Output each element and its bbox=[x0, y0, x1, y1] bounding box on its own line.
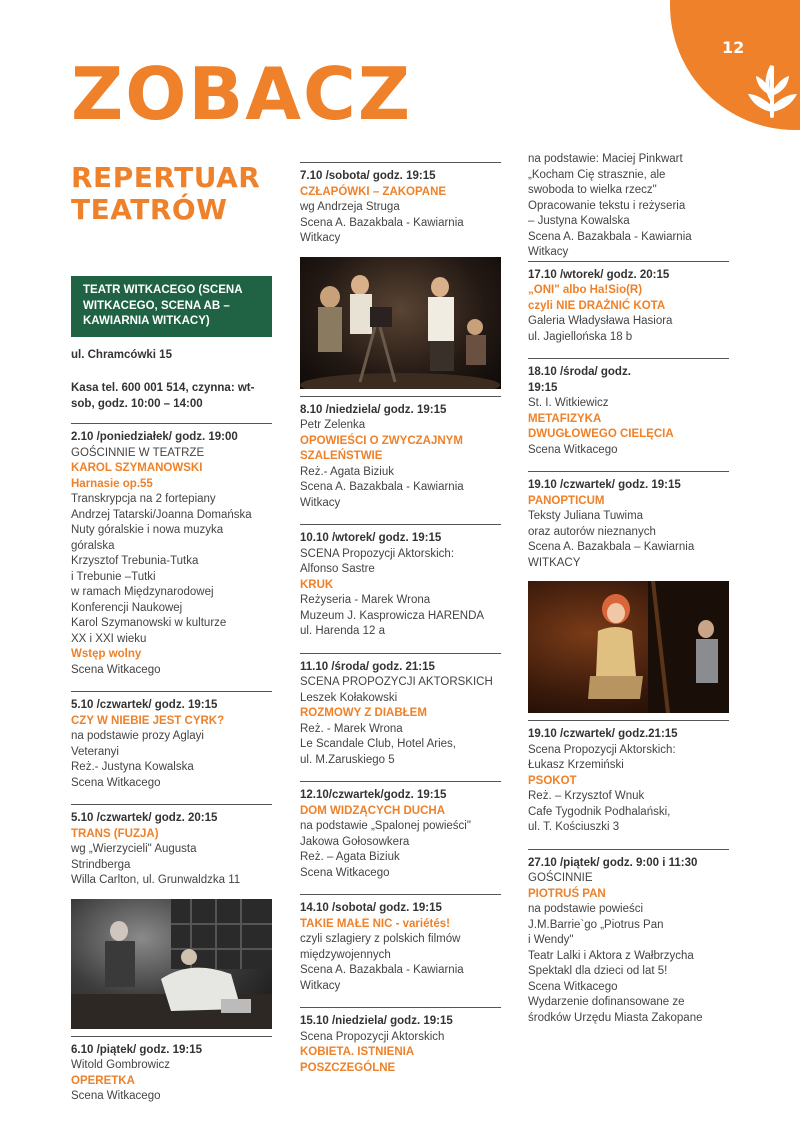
event-detail: ul. M.Zaruskiego 5 bbox=[300, 753, 395, 766]
events-list-1 bbox=[71, 423, 272, 1111]
event-title: TRANS (FUZJA) bbox=[71, 827, 159, 840]
intro-line: swoboda to wielka rzecz" bbox=[528, 184, 657, 196]
event-entry bbox=[71, 423, 272, 684]
event-title: CZŁAPÓWKI – ZAKOPANE bbox=[300, 185, 447, 198]
photo-trans bbox=[71, 899, 272, 1029]
event-detail: Scena A. Bazakbala - Kawiarnia bbox=[300, 481, 464, 493]
event-title: DOM WIDZĄCYCH DUCHA bbox=[300, 804, 446, 817]
event-detail: Cafe Tygodnik Podhalański, bbox=[528, 805, 671, 818]
event-detail: Witold Gombrowicz bbox=[71, 1059, 171, 1071]
event-date: 7.10 /sobota/ godz. 19:15 bbox=[300, 170, 436, 182]
intro-line: Scena A. Bazakbala - Kawiarnia bbox=[528, 230, 692, 243]
photo-panopticum bbox=[528, 581, 729, 713]
event-detail: góralska bbox=[71, 539, 115, 552]
section-title-line2: TEATRÓW bbox=[71, 193, 228, 226]
event-title: Harnasie op.55 bbox=[71, 477, 153, 490]
event-date: 11.10 /środa/ godz. 21:15 bbox=[300, 660, 435, 673]
event-entry bbox=[300, 524, 501, 646]
event-date: 17.10 /wtorek/ godz. 20:15 bbox=[528, 268, 670, 281]
event-entry bbox=[71, 691, 272, 797]
event-title: OPERETKA bbox=[71, 1074, 135, 1087]
intro-line: – Justyna Kowalska bbox=[528, 215, 630, 227]
event-detail: Scena Witkacego bbox=[300, 866, 390, 879]
photo-czlapowki bbox=[300, 257, 501, 389]
continued-text bbox=[528, 152, 729, 261]
event-detail: Jakowa Gołosowkera bbox=[300, 835, 410, 848]
intro-line: na podstawie: Maciej Pinkwart bbox=[528, 153, 683, 165]
venue-box: TEATR WITKACEGO (SCENA WITKACEGO, SCENA AB – KAWIARNIA WITKACY) bbox=[71, 276, 272, 337]
event-detail: Witkacy bbox=[300, 232, 341, 244]
event-date: 27.10 /piątek/ godz. 9:00 i 11:30 bbox=[528, 856, 698, 869]
column-3 bbox=[528, 153, 729, 1032]
event-detail: Le Scandale Club, Hotel Aries, bbox=[300, 738, 456, 750]
event-title: CZY W NIEBIE JEST CYRK? bbox=[71, 714, 225, 727]
event-detail: Scena A. Bazakbala - Kawiarnia bbox=[300, 216, 464, 229]
event-detail: ul. T. Kościuszki 3 bbox=[528, 821, 620, 833]
event-detail: Teatr Lalki i Aktora z Wałbrzycha bbox=[528, 949, 694, 962]
intro-line: Witkacy bbox=[528, 246, 569, 258]
event-detail: na podstawie prozy Aglayi bbox=[71, 730, 204, 742]
event-title: TAKIE MAŁE NIC - variétés! bbox=[300, 917, 450, 930]
event-detail: Nuty góralskie i nowa muzyka bbox=[71, 524, 224, 536]
event-detail: Willa Carlton, ul. Grunwaldzka 11 bbox=[71, 874, 241, 886]
event-title: KAROL SZYMANOWSKI bbox=[71, 462, 203, 474]
event-detail: Teksty Juliana Tuwima bbox=[528, 510, 644, 522]
event-detail: Veteranyi bbox=[71, 745, 119, 758]
event-title: PSOKOT bbox=[528, 774, 577, 787]
event-detail: Scena Witkacego bbox=[528, 980, 618, 993]
event-detail: Reż. – Agata Biziuk bbox=[300, 851, 400, 863]
event-date: 10.10 /wtorek/ godz. 19:15 bbox=[300, 532, 442, 544]
event-detail: i Wendy" bbox=[528, 934, 574, 946]
event-date: 5.10 /czwartek/ godz. 20:15 bbox=[71, 812, 218, 824]
event-detail: SCENA Propozycji Aktorskich: bbox=[300, 547, 455, 560]
event-detail: J.M.Barrie`go „Piotrus Pan bbox=[528, 918, 664, 931]
event-detail: Scena A. Bazakbala - Kawiarnia bbox=[300, 964, 464, 976]
event-date: 19.10 /czwartek/ godz. 19:15 bbox=[528, 479, 681, 491]
event-detail: Scena Propozycji Aktorskich: bbox=[528, 743, 676, 756]
event-detail: Witkacy bbox=[300, 979, 341, 992]
event-detail: i Trebunie –Tutki bbox=[71, 570, 156, 583]
event-detail: Konferencji Naukowej bbox=[71, 601, 183, 614]
box-office-info: Kasa tel. 600 001 514, czynna: wt-sob, godz. 10:00 – 14:00 bbox=[71, 382, 255, 410]
event-title: METAFIZYKA bbox=[528, 412, 602, 425]
event-detail: Strindberga bbox=[71, 858, 131, 871]
event-detail: Scena A. Bazakbala – Kawiarnia bbox=[528, 541, 695, 553]
event-date: 5.10 /czwartek/ godz. 19:15 bbox=[71, 699, 218, 711]
event-detail: Andrzej Tatarski/Joanna Domańska bbox=[71, 508, 252, 521]
venue-address: ul. Chramcówki 15 bbox=[71, 348, 172, 361]
events-list-2 bbox=[300, 162, 501, 1082]
event-detail: Scena Witkacego bbox=[71, 1090, 161, 1102]
main-heading: ZOBACZ bbox=[71, 52, 413, 136]
event-detail: wg „Wierzycieli" Augusta bbox=[71, 843, 197, 855]
event-detail: na podstawie powieści bbox=[528, 903, 644, 915]
event-detail: WITKACY bbox=[528, 556, 581, 569]
event-detail: Scena Propozycji Aktorskich bbox=[300, 1030, 445, 1043]
event-title: czyli NIE DRAŻNIĆ KOTA bbox=[528, 299, 666, 312]
events-list-3 bbox=[528, 261, 729, 1033]
event-detail: Reż.- Agata Biziuk bbox=[300, 465, 394, 478]
event-date: 12.10/czwartek/godz. 19:15 bbox=[300, 789, 447, 801]
event-note: Wstęp wolny bbox=[71, 648, 142, 660]
event-entry bbox=[71, 804, 272, 895]
event-date: 8.10 /niedziela/ godz. 19:15 bbox=[300, 403, 447, 416]
event-detail: Wydarzenie dofinansowane ze bbox=[528, 996, 685, 1008]
event-detail: Reż. – Krzysztof Wnuk bbox=[528, 790, 645, 802]
event-detail: Scena Witkacego bbox=[528, 443, 618, 456]
event-title: SZALEŃSTWIE bbox=[300, 450, 383, 462]
event-detail: czyli szlagiery z polskich filmów bbox=[300, 933, 461, 945]
event-detail: XX i XXI wieku bbox=[71, 632, 147, 645]
event-date: 19.10 /czwartek/ godz.21:15 bbox=[528, 728, 678, 740]
page-number: 12 bbox=[722, 38, 745, 57]
event-entry bbox=[300, 653, 501, 775]
event-detail: oraz autorów nieznanych bbox=[528, 525, 656, 538]
event-detail: ul. Jagiellońska 18 b bbox=[528, 330, 633, 343]
event-entry bbox=[300, 396, 501, 518]
section-title bbox=[71, 162, 272, 226]
event-title: „ONI" albo Ha!Sio(R) bbox=[528, 284, 643, 296]
event-detail: ul. Harenda 12 a bbox=[300, 625, 386, 637]
event-entry bbox=[528, 261, 729, 352]
event-entry bbox=[71, 1036, 272, 1111]
event-detail: Alfonso Sastre bbox=[300, 563, 375, 575]
event-detail: GOŚCINNIE bbox=[528, 872, 593, 884]
event-entry bbox=[300, 894, 501, 1000]
event-title: PANOPTICUM bbox=[528, 494, 605, 507]
event-entry bbox=[528, 471, 729, 577]
column-2 bbox=[300, 162, 501, 1082]
event-entry bbox=[300, 781, 501, 887]
event-detail: Karol Szymanowski w kulturze bbox=[71, 617, 227, 629]
event-date: 14.10 /sobota/ godz. 19:15 bbox=[300, 902, 442, 914]
event-detail: Galeria Władysława Hasiora bbox=[528, 315, 673, 327]
event-detail: w ramach Międzynarodowej bbox=[71, 586, 214, 598]
event-title: DWUGŁOWEGO CIELĘCIA bbox=[528, 428, 674, 440]
event-title: ROZMOWY Z DIABŁEM bbox=[300, 707, 427, 719]
intro-line: „Kocham Cię strasznie, ale bbox=[528, 168, 666, 181]
event-title: PIOTRUŚ PAN bbox=[528, 887, 606, 900]
event-detail: SCENA PROPOZYCJI AKTORSKICH bbox=[300, 676, 493, 688]
event-detail: Scena Witkacego bbox=[71, 663, 161, 676]
event-entry bbox=[300, 162, 501, 253]
event-detail: Transkrypcja na 2 fortepiany bbox=[71, 493, 216, 505]
event-entry bbox=[528, 849, 729, 1033]
event-detail: GOŚCINNIE W TEATRZE bbox=[71, 446, 205, 459]
event-date: 18.10 /środa/ godz. bbox=[528, 366, 631, 378]
event-title: KOBIETA. ISTNIENIA bbox=[300, 1046, 415, 1058]
event-entry bbox=[528, 720, 729, 842]
section-title-line1: REPERTUAR bbox=[71, 161, 261, 194]
event-detail: Spektakl dla dzieci od lat 5! bbox=[528, 965, 668, 977]
event-detail: Reż. - Marek Wrona bbox=[300, 722, 403, 735]
intro-line: Opracowanie tekstu i reżyseria bbox=[528, 199, 686, 212]
event-date: 2.10 /poniedziałek/ godz. 19:00 bbox=[71, 431, 238, 443]
event-detail: na podstawie „Spalonej powieści" bbox=[300, 820, 471, 832]
event-title: POSZCZEGÓLNE bbox=[300, 1061, 396, 1074]
event-detail: Reż.- Justyna Kowalska bbox=[71, 761, 194, 773]
event-entry bbox=[300, 1007, 501, 1082]
event-entry bbox=[528, 358, 729, 464]
event-title: OPOWIEŚCI O ZWYCZAJNYM bbox=[300, 434, 463, 447]
event-date: 6.10 /piątek/ godz. 19:15 bbox=[71, 1043, 203, 1056]
event-detail: środków Urzędu Miasta Zakopane bbox=[528, 1011, 703, 1024]
event-detail: Łukasz Krzemiński bbox=[528, 759, 624, 771]
event-detail: Witkacy bbox=[300, 496, 341, 509]
event-detail: Muzeum J. Kasprowicza HARENDA bbox=[300, 609, 485, 622]
event-detail: Scena Witkacego bbox=[71, 776, 161, 789]
event-date: 15.10 /niedziela/ godz. 19:15 bbox=[300, 1015, 453, 1027]
event-date: 19:15 bbox=[528, 381, 558, 394]
event-detail: Reżyseria - Marek Wrona bbox=[300, 594, 431, 606]
event-detail: Leszek Kołakowski bbox=[300, 691, 398, 704]
event-detail: międzywojennych bbox=[300, 948, 391, 961]
event-title: KRUK bbox=[300, 578, 334, 591]
leaf-logo-icon bbox=[745, 58, 800, 120]
event-detail: Krzysztof Trebunia-Tutka bbox=[71, 555, 199, 567]
event-detail: Petr Zelenka bbox=[300, 419, 366, 431]
column-1 bbox=[71, 162, 272, 1111]
event-detail: wg Andrzeja Struga bbox=[300, 201, 400, 213]
event-detail: St. I. Witkiewicz bbox=[528, 397, 609, 409]
